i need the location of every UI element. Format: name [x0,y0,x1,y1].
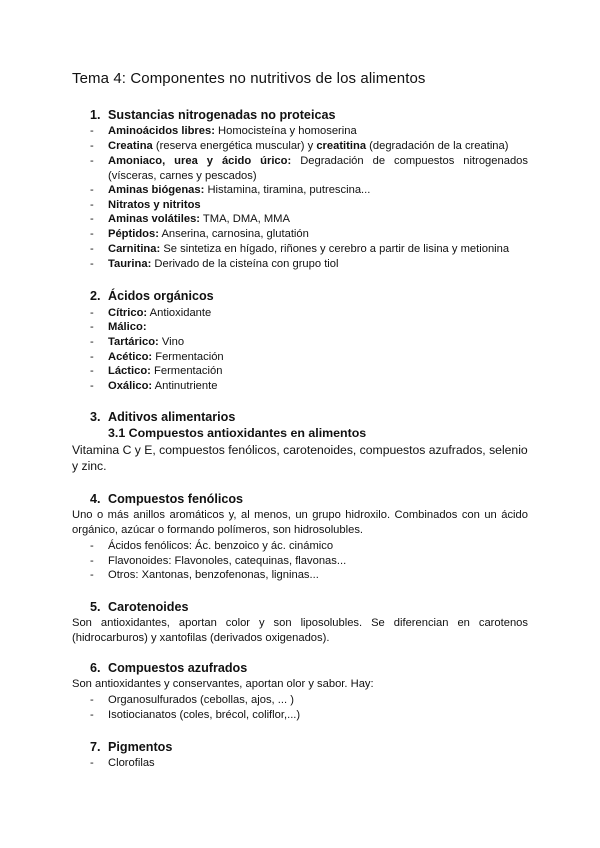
section-7-heading: 7. Pigmentos [90,740,173,754]
section-3-subheading: 3.1 Compuestos antioxidantes en alimentos [108,426,367,440]
section-5-heading: 5. Carotenoides [90,600,189,614]
section-2-heading: 2. Ácidos orgánicos [90,289,214,303]
section-3-heading: 3. Aditivos alimentarios [90,410,236,424]
list-item: - Flavonoides: Flavonoles, catequinas, flavonas... [90,555,347,567]
list-item: - Otros: Xantonas, benzofenonas, ligninas... [90,569,319,581]
list-item: - Carnitina: Se sintetiza en hígado, riñones y cerebro a partir de lisina y metionina [90,243,510,255]
list-item: - Cítrico: Antioxidante [90,307,212,319]
page-title: Tema 4: Componentes no nutritivos de los alimentos [72,70,426,87]
list-item: - Clorofilas [90,757,155,769]
list-item: - Amoniaco, urea y ácido úrico: Degradación de compuestos nitrogenados (vísceras, carnes y pescados) [90,155,528,182]
list-item: - Péptidos: Anserina, carnosina, glutatión [90,228,309,240]
list-item: - Organosulfurados (cebollas, ajos, ... ) [90,694,294,706]
section-3-paragraph: Vitamina C y E, compuestos fenólicos, carotenoides, compuestos azufrados, selenio y zinc. [72,443,528,473]
list-item: - Taurina: Derivado de la cisteína con grupo tiol [90,258,339,270]
section-1-heading: 1. Sustancias nitrogenadas no proteicas [90,108,336,122]
list-item: - Creatina (reserva energética muscular) y creatitina (degradación de la creatina) [90,140,509,152]
list-item: - Aminoácidos libres: Homocisteína y homoserina [90,125,357,137]
list-item: - Tartárico: Vino [90,336,185,348]
list-item: - Láctico: Fermentación [90,365,223,377]
section-4-paragraph: Uno o más anillos aromáticos y, al menos, un grupo hidroxilo. Combinados con un ácido orgánico, azúcar o formando polímeros, son hidrosolubles. [72,509,528,536]
section-6-paragraph: Son antioxidantes y conservantes, aportan olor y sabor. Hay: [72,678,374,690]
list-item: - Isotiocianatos (coles, brécol, coliflor,...) [90,709,301,721]
list-item: - Aminas biógenas: Histamina, tiramina, putrescina... [90,184,371,196]
section-5-paragraph: Son antioxidantes, aportan color y son liposolubles. Se diferencian en carotenos (hidrocarburos) y xantofilas (derivados oxigenados). [72,617,528,644]
list-item: - Málico: [90,321,147,333]
list-item: - Oxálico: Antinutriente [90,380,218,392]
list-item: - Ácidos fenólicos: Ác. benzoico y ác. cinámico [90,540,334,552]
section-6-heading: 6. Compuestos azufrados [90,661,248,675]
list-item: - Acético: Fermentación [90,351,224,363]
list-item: - Nitratos y nitritos [90,199,201,211]
list-item: - Aminas volátiles: TMA, DMA, MMA [90,213,290,225]
section-4-heading: 4. Compuestos fenólicos [90,492,244,506]
